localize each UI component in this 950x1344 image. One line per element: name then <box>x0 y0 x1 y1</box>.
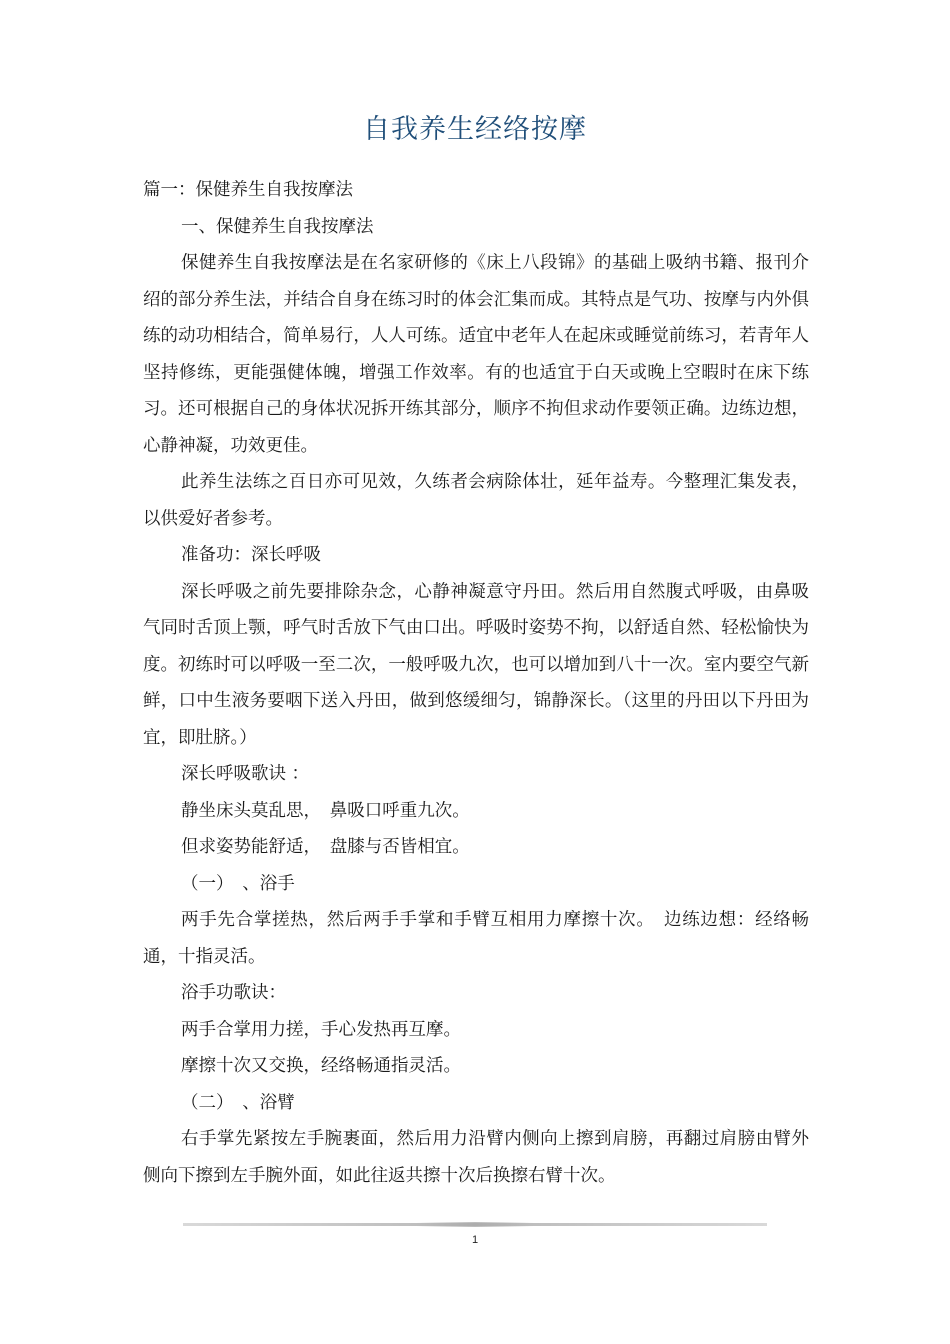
paragraph: 篇一：保健养生自我按摩法 <box>143 180 353 200</box>
paragraph: （二） 、浴臂 <box>181 1092 295 1113</box>
document-body <box>143 172 809 1194</box>
paragraph: 深长呼吸之前先要排除杂念，心静神凝意守丹田。然后用自然腹式呼吸，由鼻吸气同时舌顶上颚，呼气时舌放下气由口出。呼吸时姿势不拘，以舒适自然、轻松愉快为度。初练时可以呼吸一至二次，一般呼吸九次，也可以增加到八十一次。室内要空气新鲜，口中生液务要咽下送入丹田，做到悠缓细匀，锦静深长。（这里的丹田以下丹田为宜，即肚脐。） <box>143 581 809 748</box>
paragraph: 但求姿势能舒适， 盘膝与否皆相宜。 <box>181 837 470 857</box>
paragraph: 此养生法练之百日亦可见效，久练者会病除体壮，延年益寿。今整理汇集发表，以供爱好者参考。 <box>143 472 809 529</box>
paragraph: 深长呼吸歌诀 ： <box>181 764 310 784</box>
paragraph: （一） 、浴手 <box>181 873 295 894</box>
paragraph: 右手掌先紧按左手腕裹面，然后用力沿臂内侧向上擦到肩膀，再翻过肩膀由臂外侧向下擦到左手腕外面，如此往返共擦十次后换擦右臂十次。 <box>143 1129 809 1186</box>
footer-divider <box>183 1223 767 1226</box>
paragraph: 摩擦十次又交换，经络畅通指灵活。 <box>181 1056 461 1076</box>
paragraph: 一、保健养生自我按摩法 <box>181 216 374 237</box>
page-number: 1 <box>471 1234 479 1246</box>
paragraph: 保健养生自我按摩法是在名家研修的《床上八段锦》的基础上吸纳书籍、报刊介绍的部分养生法，并结合自身在练习时的体会汇集而成。其特点是气功、按摩与内外俱练的动功相结合，简单易行，人人可练。适宜中老年人在起床或睡觉前练习，若青年人坚持修练，更能强健体魄，增强工作效率。有的也适宜于白天或晚上空暇时在床下练习。还可根据自己的身体状况拆开练其部分，顺序不拘但求动作要领正确。边练边想，心静神凝，功效更佳。 <box>143 253 809 456</box>
paragraph: 两手先合掌搓热，然后两手手掌和手臂互相用力摩擦十次。 边练边想：经络畅通，十指灵活。 <box>143 910 809 967</box>
document-title: 自我养生经络按摩 <box>363 114 587 145</box>
paragraph: 准备功：深长呼吸 <box>181 545 321 565</box>
paragraph: 静坐床头莫乱思， 鼻吸口呼重九次。 <box>181 800 470 821</box>
paragraph: 两手合掌用力搓，手心发热再互摩。 <box>181 1019 461 1040</box>
paragraph: 浴手功歌诀： <box>181 983 286 1003</box>
